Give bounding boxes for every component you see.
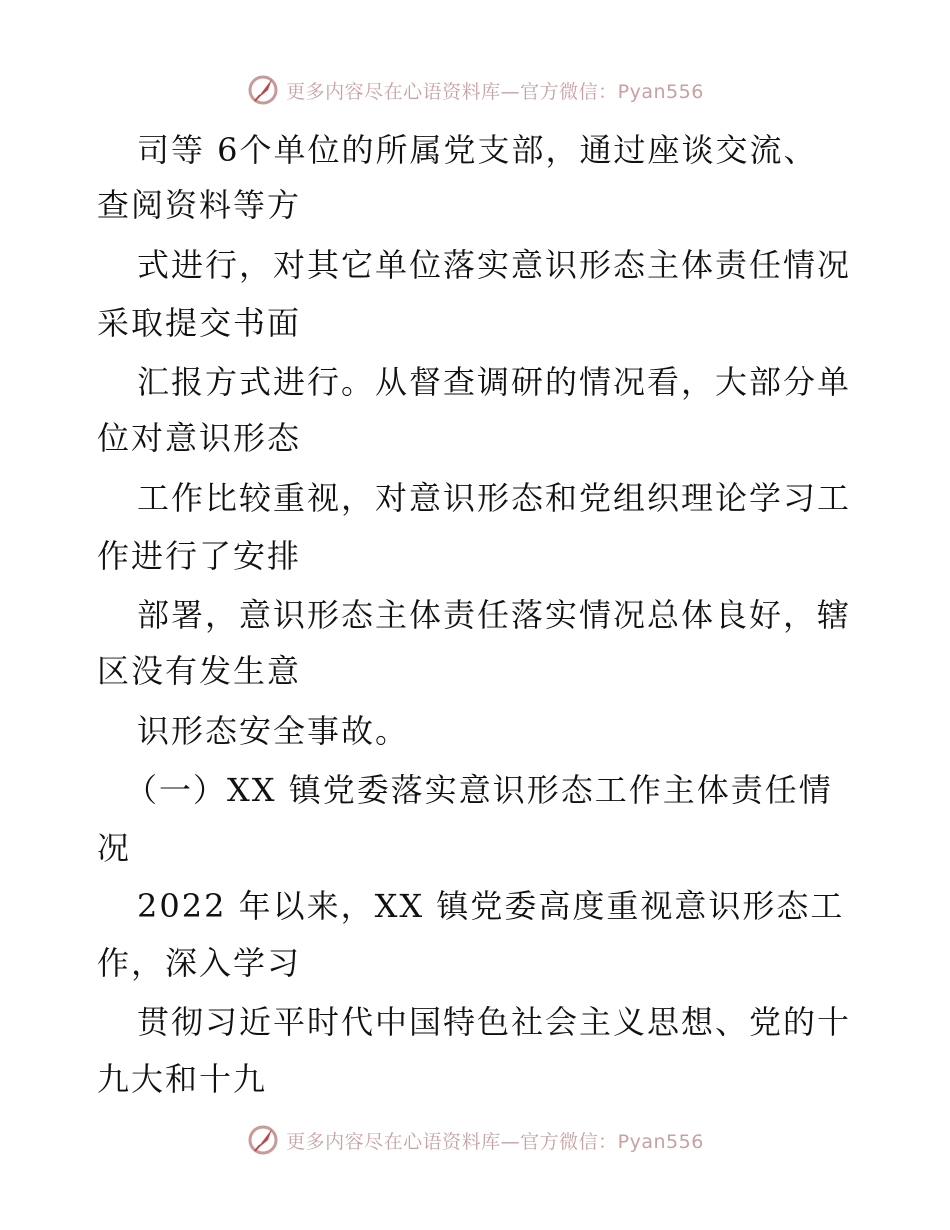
paragraph-line: 区没有发生意 <box>97 652 302 690</box>
paragraph-line: 汇报方式进行。从督查调研的情况看，大部分单 <box>137 363 852 401</box>
paragraph-line: 作进行了安排 <box>97 537 302 575</box>
paragraph-line: 九大和十九 <box>97 1060 268 1098</box>
footer-watermark <box>0 1120 950 1160</box>
paragraph-line: 司等 6个单位的所属党支部，通过座谈交流、 <box>137 131 818 169</box>
paragraph-line: 工作比较重视，对意识形态和党组织理论学习工 <box>137 479 852 517</box>
header-watermark <box>0 70 950 110</box>
paragraph-line: 采取提交书面 <box>97 304 302 342</box>
paragraph-line: 作，深入学习 <box>97 944 302 982</box>
quill-pen-circle-icon <box>246 73 280 107</box>
paragraph-line: 识形态安全事故。 <box>137 712 410 750</box>
paragraph-line: 部署，意识形态主体责任落实情况总体良好，辖 <box>137 596 852 634</box>
watermark-text: 更多内容尽在心语资料库—官方微信：Pyan556 <box>286 1130 704 1153</box>
paragraph-line: 位对意识形态 <box>97 419 302 457</box>
paragraph-line: 2022 年以来，XX 镇党委高度重视意识形态工 <box>137 887 845 925</box>
watermark-text: 更多内容尽在心语资料库—官方微信：Pyan556 <box>286 80 704 103</box>
section-heading: （一）XX 镇党委落实意识形态工作主体责任情 <box>125 771 833 809</box>
paragraph-line: 查阅资料等方 <box>97 186 302 224</box>
section-heading-continuation: 况 <box>97 829 132 867</box>
quill-pen-circle-icon <box>246 1123 280 1157</box>
paragraph-line: 贯彻习近平时代中国特色社会主义思想、党的十 <box>137 1003 852 1041</box>
paragraph-line: 式进行，对其它单位落实意识形态主体责任情况 <box>137 246 852 284</box>
